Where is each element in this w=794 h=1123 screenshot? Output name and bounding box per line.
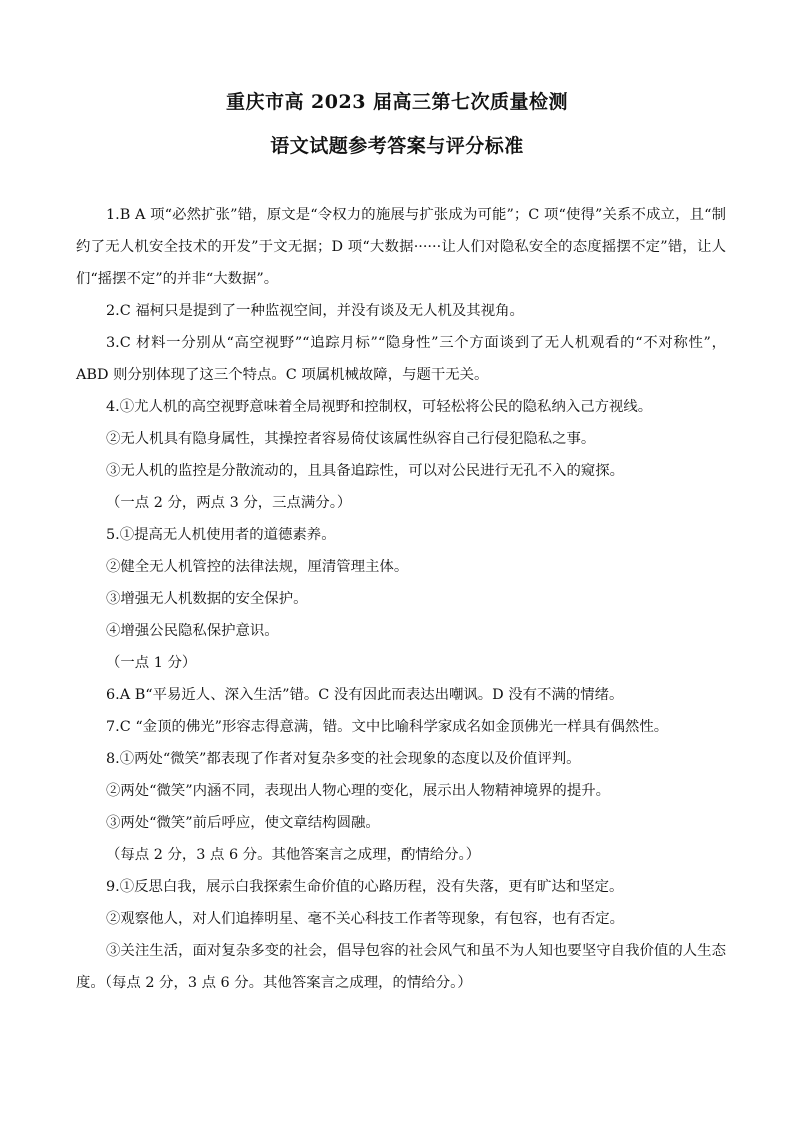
- answer-7: 7.C “金顶的佛光”形容志得意满，错。文中比喻科学家成名如金顶佛光一样具有偶然性。: [106, 719, 669, 735]
- answer-4-point-3: ③无人机的监控是分散流动的，且具备追踪性，可以对公民进行无孔不入的窥探。: [106, 463, 625, 479]
- answer-3: 3.C 材料一分别从“高空视野”“追踪月标”“隐身性”三个方面谈到了无人机观看的“不对称性”，ABD 则分别体现了这三个特点。C 项属机械故障，与题干无关。: [76, 335, 726, 383]
- answer-body: [76, 199, 726, 999]
- answer-5-point-1: 5.①提高无人机使用者的道德素养。: [106, 527, 336, 543]
- page-subtitle: 语文试题参考答案与评分标准: [270, 135, 524, 157]
- answer-8-scoring: （每点 2 分，3 点 6 分。其他答案言之成理，酌情给分。）: [106, 847, 481, 863]
- answer-4-point-2: ②无人机具有隐身属性，其操控者容易倚仗该属性纵容自己行侵犯隐私之事。: [106, 431, 596, 447]
- answer-9-point-2: ②观察他人，对人们追捧明星、毫不关心科技工作者等现象，有包容，也有否定。: [106, 911, 625, 927]
- answer-5-scoring: （一点 1 分）: [106, 655, 197, 671]
- answer-2: 2.C 福柯只是提到了一种监视空间，并没有谈及无人机及其视角。: [106, 303, 524, 319]
- answer-4-scoring: （一点 2 分，两点 3 分，三点满分。）: [106, 495, 352, 511]
- answer-9-point-3: ③关注生活，面对复杂多变的社会，倡导包容的社会风气和虽不为人知也要坚守自我价值的人生态度。（每点 2 分，3 点 6 分。其他答案言之成理，的情给分。）: [76, 943, 726, 991]
- answer-5-point-2: ②健全无人机管控的法律法规，厘清管理主体。: [106, 559, 409, 575]
- answer-8-point-1: 8.①两处“微笑”都表现了作者对复杂多变的社会现象的态度以及价值评判。: [106, 751, 581, 767]
- answer-8-point-2: ②两处“微笑”内涵不同，表现出人物心理的变化，展示出人物精神境界的提升。: [106, 783, 610, 799]
- answer-4-point-1: 4.①尤人机的高空视野意味着全局视野和控制权，可轻松将公民的隐私纳入己方视线。: [106, 399, 653, 415]
- answer-1: 1.B A 项“必然扩张”错，原文是“令权力的施展与扩张成为可能”；C 项“使得”关系不成立，且“制约了无人机安全技术的开发”于文无据；D 项“大数据······让人们对隐私安全的态度摇摆不定”错，让人们“摇摆不定”的并非“大数据”。: [76, 207, 726, 287]
- answer-9-point-1: 9.①反思白我，展示白我探索生命价值的心路历程，没有失落，更有旷达和坚定。: [106, 879, 624, 895]
- answer-8-point-3: ③两处“微笑”前后呼应，使文章结构圆融。: [106, 815, 380, 831]
- answer-5-point-3: ③增强无人机数据的安全保护。: [106, 591, 308, 607]
- answer-6: 6.A B“平易近人、深入生活”错。C 没有因此而表达出嘲讽。D 没有不满的情绪。: [106, 687, 624, 703]
- page-title: 重庆市高 2023 届高三第七次质量检测: [225, 91, 569, 113]
- answer-5-point-4: ④增强公民隐私保护意识。: [106, 623, 279, 639]
